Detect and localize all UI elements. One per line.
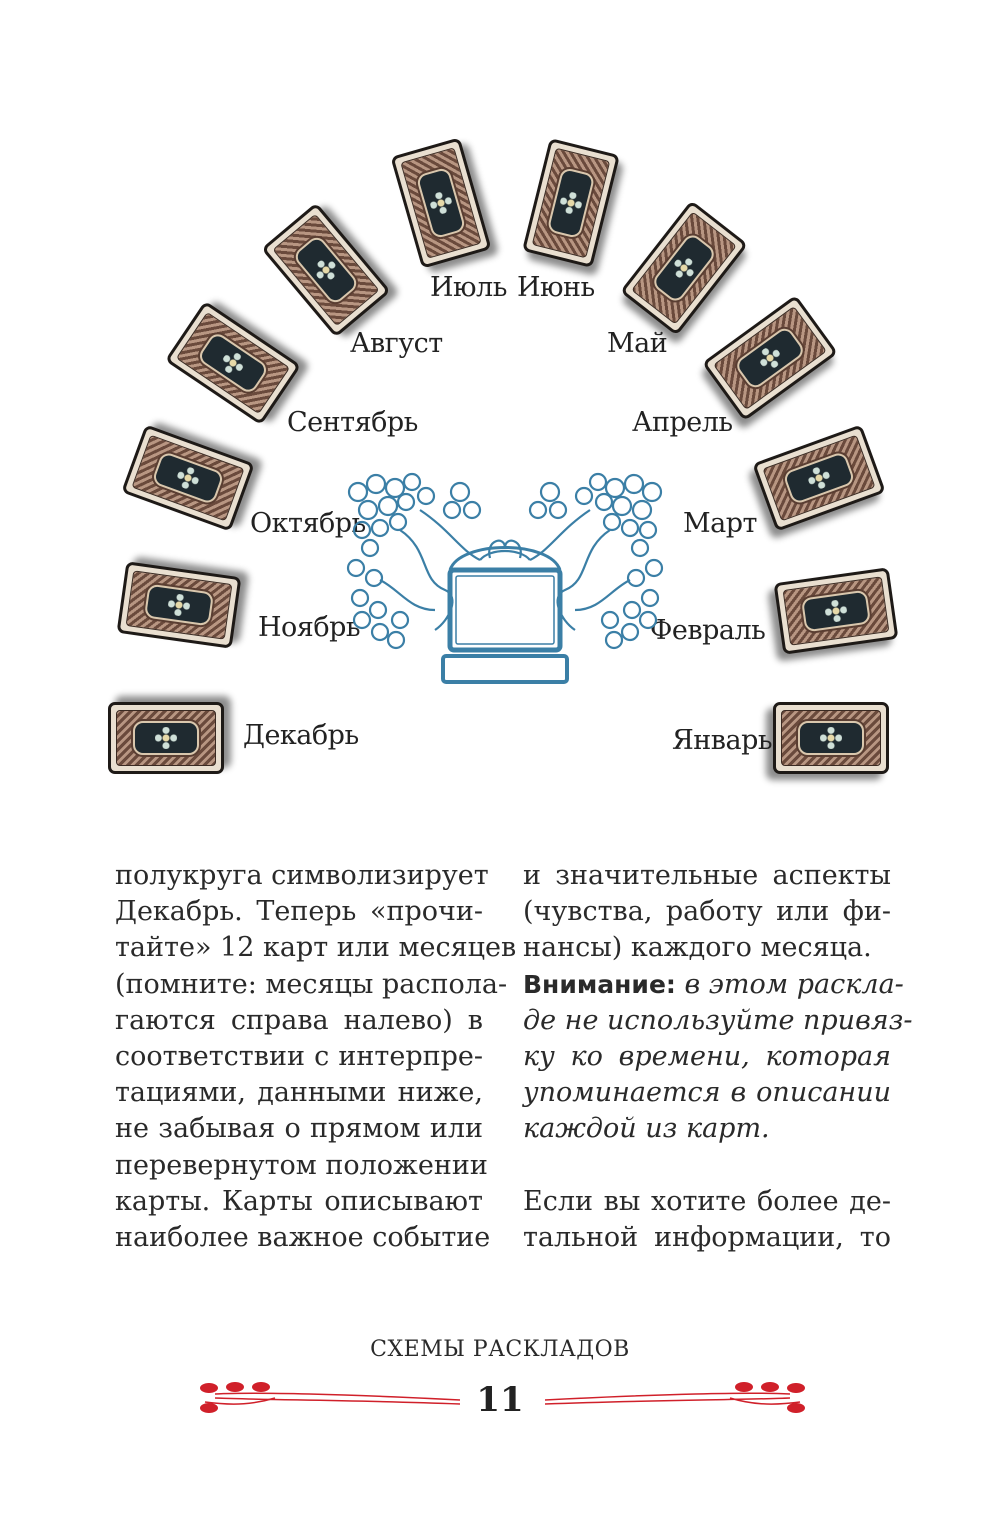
text-line: тайте» 12 карт или месяцев (115, 932, 517, 964)
footer-ornament-right (540, 1378, 810, 1418)
label-june: Июнь (517, 272, 595, 303)
card-september (165, 301, 301, 426)
label-october: Октябрь (250, 508, 366, 539)
text-line: (помните: месяцы распола- (115, 968, 508, 1000)
card-january (773, 702, 889, 774)
card-november (117, 561, 242, 648)
text-line: не забывая о прямом или (115, 1113, 483, 1145)
text-line: Декабрь. Теперь «прочи- (115, 896, 483, 928)
label-april: Апрель (632, 407, 733, 438)
label-may: Май (607, 328, 668, 359)
label-july-left: Июль (430, 272, 507, 303)
text-line: тальной информации, то (523, 1221, 891, 1253)
card-february (774, 567, 899, 654)
text-line: и значительные аспекты (523, 860, 891, 891)
warning-text: де не используйте привяз- (523, 1004, 913, 1036)
berry-cluster-left (348, 474, 480, 648)
warning-text: в этом раскла- (684, 968, 904, 1000)
warning-text: ку ко времени, которая (523, 1040, 891, 1072)
warning-label: Внимание: (523, 969, 676, 999)
card-july-left (390, 137, 491, 268)
label-february: Февраль (650, 615, 766, 646)
label-november: Ноябрь (258, 612, 361, 643)
text-line: гаются справа налево) в (115, 1004, 483, 1036)
warning-text: упоминается в описании (523, 1077, 891, 1109)
label-march: Март (683, 508, 757, 539)
text-line: нансы) каждого месяца. (523, 932, 872, 964)
label-december: Декабрь (243, 720, 359, 751)
text-line: тациями, данными ниже, (115, 1077, 483, 1109)
card-october (121, 424, 255, 531)
berry-cluster-right (530, 474, 662, 648)
warning-line (523, 967, 904, 1003)
card-december (108, 702, 224, 774)
warning-text: каждой из карт. (523, 1113, 770, 1145)
text-line: перевернутом положении (115, 1149, 488, 1181)
card-april (702, 295, 838, 421)
central-ornament (340, 470, 670, 690)
label-september: Сентябрь (287, 407, 418, 438)
footer-ornament-left (195, 1378, 465, 1418)
text-column-left (115, 858, 517, 1256)
text-line: соответствии с интерпре- (115, 1040, 483, 1072)
card-june (522, 138, 620, 268)
label-january: Январь (672, 725, 773, 756)
card-august (261, 202, 391, 337)
label-august: Август (350, 328, 443, 359)
text-line: полукруга символизирует (115, 860, 489, 891)
card-may (620, 200, 748, 336)
page-number: 11 (476, 1380, 524, 1420)
text-column-right (523, 858, 913, 1256)
section-title: СХЕМЫ РАСКЛАДОВ (370, 1337, 630, 1362)
text-line: наиболее важное событие (115, 1221, 491, 1253)
text-line: карты. Карты описывают (115, 1185, 483, 1217)
text-line: Если вы хотите более де- (523, 1185, 891, 1217)
card-march (752, 424, 886, 531)
text-line: (чувства, работу или фи- (523, 896, 891, 928)
